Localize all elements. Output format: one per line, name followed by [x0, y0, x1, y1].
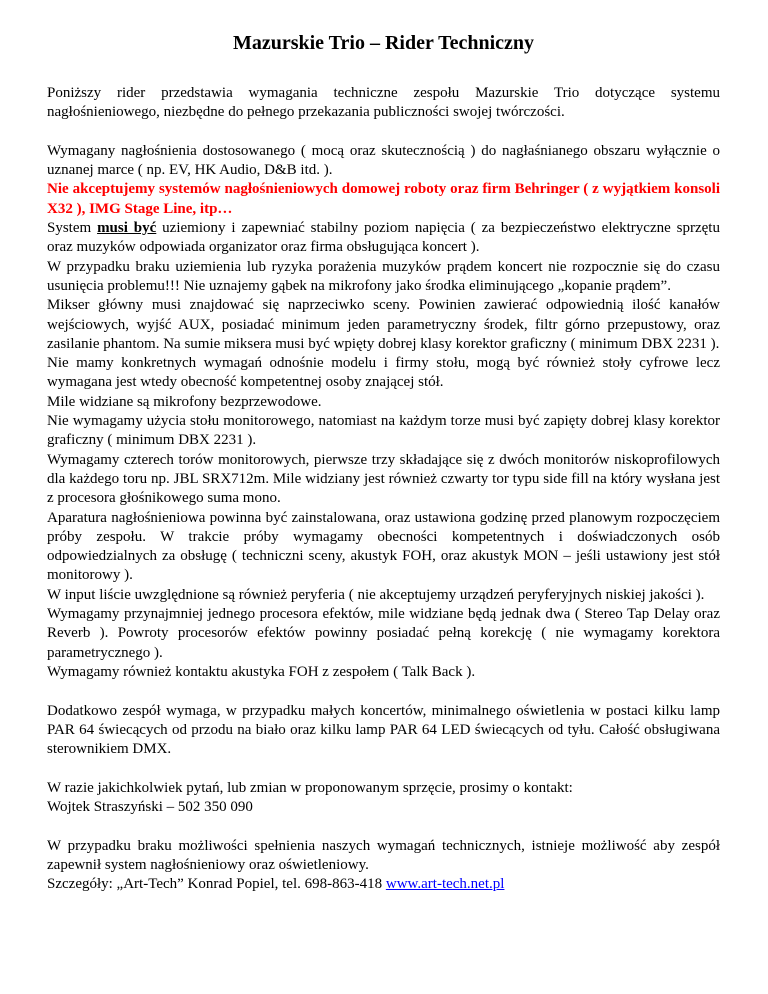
requirement-console: Nie mamy konkretnych wymagań odnośnie modelu i firmy stołu, mogą być również stoły cyfrowe lecz wymagana jest wtedy obecność kompetentnej osoby znającej stół. — [47, 355, 720, 391]
alternative-details — [47, 875, 720, 894]
requirement-sound-system: Wymagany nagłośnienia dostosowanego ( mocą oraz skutecznością ) do nagłaśnianego obszaru wyłącznie o uznanej marce ( np. EV, HK Audio, D&B itd. ). — [47, 142, 720, 179]
requirement-monitor-paths: Wymagamy czterech torów monitorowych, pierwsze trzy składające się z dwóch monitorów niskoprofilowych dla każdego toru np. JBL SRX712m. Mile widziany jest również czwarty tor typu side fill na który wysłana jest z procesora głośnikowego suma mono. — [47, 451, 720, 507]
alternative-text: W przypadku braku możliwości spełnienia naszych wymagań technicznych, istnieje możliwość aby zespół zapewnił system nagłośnieniowy oraz oświetleniowy. — [47, 837, 720, 873]
requirements-section — [47, 142, 720, 682]
requirement-monitor-desk: Nie wymagamy użycia stołu monitorowego, natomiast na każdym torze musi być zapięty dobrej klasy korektor graficzny ( minimum DBX 2231 ). — [47, 413, 720, 449]
requirement-safety: W przypadku braku uziemienia lub ryzyka porażenia muzyków prądem koncert nie rozpocznie się do czasu usunięcia problemu!!! Nie uznajemy gąbek na mikrofony jako środka eliminującego „kopanie prądem”. — [47, 258, 720, 294]
requirement-grounding — [47, 219, 720, 258]
grounding-emphasis: musi być — [97, 220, 157, 237]
contact-intro: W razie jakichkolwiek pytań, lub zmian w proponowanym sprzęcie, prosimy o kontakt: — [47, 779, 573, 796]
requirement-peripherals: W input liście uwzględnione są również peryferia ( nie akceptujemy urządzeń peryferyjnych niskiej jakości ). — [47, 586, 705, 603]
intro-paragraph: Poniższy rider przedstawia wymagania techniczne zespołu Mazurskie Trio dotyczące systemu nagłośnieniowego, niezbędne do pełnego przekazania publiczności swojej twórczości. — [47, 85, 720, 121]
grounding-suffix: uziemiony i zapewniać stabilny poziom napięcia ( za bezpieczeństwo elektryczne sprzętu oraz muzyków odpowiada organizator oraz firma obsługująca koncert ). — [47, 220, 720, 256]
details-prefix: Szczegóły: „Art-Tech” Konrad Popiel, tel. 698-863-418 — [47, 876, 386, 893]
requirement-talkback: Wymagamy również kontaktu akustyka FOH z zespołem ( Talk Back ). — [47, 663, 476, 680]
contact-section — [47, 779, 720, 818]
grounding-prefix: System — [47, 220, 98, 237]
requirement-warning: Nie akceptujemy systemów nagłośnieniowych domowej roboty oraz firm Behringer ( z wyjątkiem konsoli X32 ), IMG Stage Line, itp… — [47, 181, 720, 217]
alternative-section — [47, 837, 720, 895]
requirement-setup: Aparatura nagłośnieniowa powinna być zainstalowana, oraz ustawiona godzinę przed planowym rozpoczęciem próby zespołu. W trakcie próby wymagamy obecności kompetentnych i doświadczonych osób odpowiedzialnych za obsługę ( techniczni sceny, akustyk FOH, oraz akustyk MON – jeśli ustawiony jest stół monitorowy ). — [47, 509, 720, 584]
lighting-paragraph: Dodatkowo zespół wymaga, w przypadku małych koncertów, minimalnego oświetlenia w postaci kilku lamp PAR 64 świecących od przodu na biało oraz kilku lamp PAR 64 LED świecących od tyłu. Całość obsługiwana sterownikiem DMX. — [47, 702, 720, 758]
document-title: Mazurskie Trio – Rider Techniczny — [232, 32, 535, 54]
requirement-wireless: Mile widziane są mikrofony bezprzewodowe. — [47, 393, 322, 410]
requirement-mixer: Mikser główny musi znajdować się naprzeciwko sceny. Powinien zawierać odpowiednią ilość kanałów wejściowych, wyjść AUX, posiadać minimum jeden parametryczny środek, filtr górno przepustowy, oraz zasilanie phantom. Na sumie miksera musi być wpięty dobrej klasy korektor graficzny ( minimum DBX 2231 ). — [47, 297, 720, 352]
document-page — [47, 30, 720, 914]
requirement-effects: Wymagamy przynajmniej jednego procesora efektów, mile widziane będą jednak dwa ( Stereo Tap Delay oraz Reverb ). Powroty procesorów efektów powinny posiadać pełną korekcję ( nie wymagamy korektora parametrycznego ). — [47, 606, 720, 661]
contact-person: Wojtek Straszyński – 502 350 090 — [47, 798, 253, 815]
art-tech-website-link[interactable]: www.art-tech.net.pl — [385, 876, 505, 893]
